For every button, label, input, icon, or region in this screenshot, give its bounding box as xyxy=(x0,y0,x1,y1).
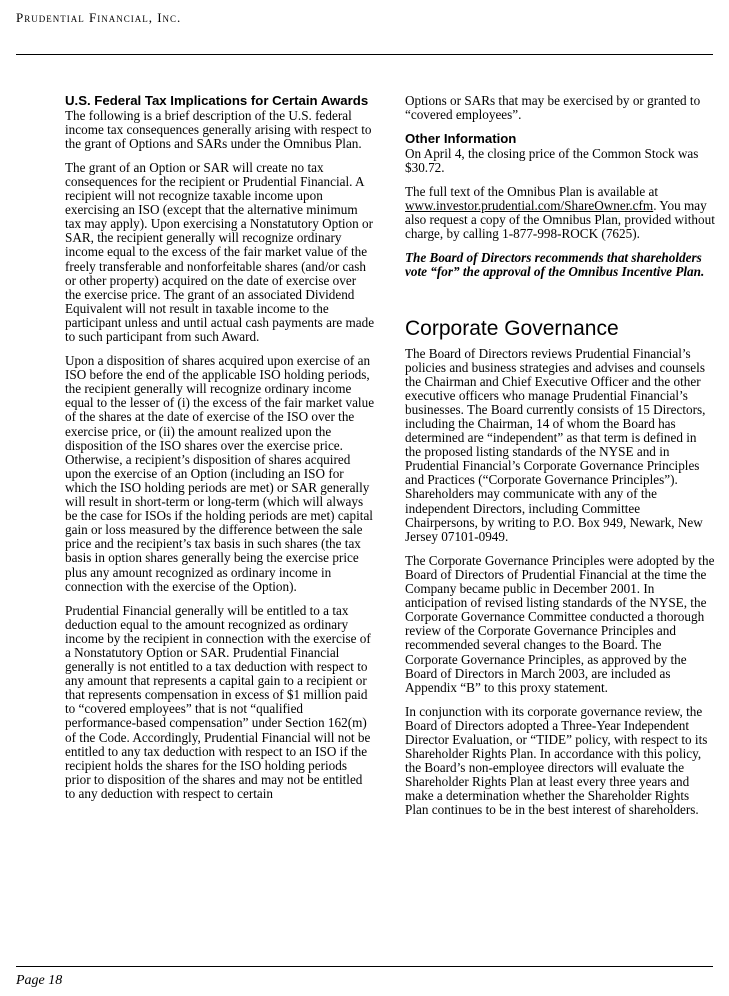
footer-rule xyxy=(16,966,713,967)
tax-section-heading: U.S. Federal Tax Implications for Certain Awards xyxy=(65,93,369,108)
tax-paragraph-deduction: Prudential Financial generally will be entitled to a tax deduction equal to the amount recognized as ordinary income by the recipient in connection with the exercise of a Nonstatutory Option or SAR. Prudential Financial generally is not entitled to a tax deduction with respect to any amount that represents a capital gain to a recipient or that represents compensation in excess of $1 million paid to “covered employees” that is not “qualified performance-based compensation” under Section 162(m) of the Code. Accordingly, Prudential Financial will not be entitled to any tax deduction with respect to an ISO if the recipient holds the shares for the ISO holding periods prior to disposition of the shares and may not be entitled to any deduction with respect to certain xyxy=(65,602,371,801)
page-number: Page 18 xyxy=(16,973,63,988)
tax-paragraph-grant: The grant of an Option or SAR will create no tax consequences for the recipient or Prudential Financial. A recipient will not recognize taxable income upon exercising an ISO (except that the alternative minimum tax may apply). Upon exercising a Nonstatutory Option or SAR, the recipient generally will recognize ordinary income equal to the excess of the fair market value of the freely transferable and nonforfeitable shares (and/or cash or other property) acquired on the date of exercise over the exercise price. The grant of an associated Dividend Equivalent will not result in taxable income to the participant unless and until actual cash payments are made to such participant from such Award. xyxy=(65,159,375,344)
governance-paragraph-principles: The Corporate Governance Principles were adopted by the Board of Directors of Prudential Financial at the time the Company became public in December 2001. In anticipation of revised listing standards of the NYSE, the Corporate Governance Committee conducted a thorough review of the Corporate Governance Principles and recommended several changes to the Board. The Corporate Governance Principles, as approved by the Board of Directors in March 2003, are included as Appendix “B” to this proxy statement. xyxy=(405,552,715,695)
right-column xyxy=(405,94,715,828)
corporate-governance-title: Corporate Governance xyxy=(405,316,619,340)
other-information-heading: Other Information xyxy=(405,131,517,147)
left-column xyxy=(65,94,375,811)
board-recommendation: The Board of Directors recommends that shareholders vote “for” the approval of the Omnibus Incentive Plan. xyxy=(405,250,705,280)
governance-paragraph-board: The Board of Directors reviews Prudential Financial’s policies and business strategies and advises and counsels the Chairman and Chief Executive Officer and the other executive officers who manage Prudential Financial’s businesses. The Board currently consists of 15 Directors, including the Chairman, 14 of whom the Board has determined are “independent” as that term is defined in the proposed listing standards of the NYSE and in Prudential Financial’s Corporate Governance Principles and Practices (“Corporate Governance Principles”). Shareholders may communicate with any of the independent Directors, including Committee Chairpersons, by writing to P.O. Box 949, Newark, New Jersey 07101-0949. xyxy=(405,345,706,544)
closing-price-paragraph: On April 4, the closing price of the Common Stock was $30.72. xyxy=(405,145,699,175)
tax-paragraph-disposition: Upon a disposition of shares acquired upon exercise of an ISO before the end of the applicable ISO holding periods, the recipient generally will recognize ordinary income equal to the lesser of (i) the excess of the fair market value of the shares at the date of exercise of the ISO over the exercise price, or (ii) the amount realized upon the disposition of the ISO shares over the exercise price. Otherwise, a recipient’s disposition of shares acquired upon the exercise of an Option (including an ISO for which the ISO holding periods are met) or SAR generally will result in short-term or long-term (which will always be the case for ISOs if the holding periods are met) capital gain or loss measured by the difference between the sale price and the recipient’s tax basis in such shares (the tax basis in option shares generally being the exercise price plus any amount recognized as ordinary income in connection with the exercise of the Option). xyxy=(65,353,375,594)
tax-continuation-paragraph: Options or SARs that may be exercised by or granted to “covered employees”. xyxy=(405,93,701,123)
omnibus-plan-paragraph xyxy=(405,185,715,241)
tax-intro-paragraph: The following is a brief description of the U.S. federal income tax consequences generally arising with respect to the grant of Options and SARs under the Omnibus Plan. xyxy=(65,107,372,151)
omnibus-text-before: The full text of the Omnibus Plan is available at xyxy=(405,183,659,199)
omnibus-text-after: . You may also request a copy of the Omnibus Plan, provided without charge, by calling 1-877-998-ROCK (7625). xyxy=(405,198,715,242)
governance-paragraph-tide: In conjunction with its corporate governance review, the Board of Directors adopted a Three-Year Independent Director Evaluation, or “TIDE” policy, with respect to its Shareholder Rights Plan. In accordance with this policy, the Board’s non-employee directors will evaluate the Shareholder Rights Plan at least every three years and make a determination whether the Shareholder Rights Plan continues to be in the best interest of shareholders. xyxy=(405,703,708,818)
header-rule xyxy=(16,54,713,55)
investor-website-link[interactable]: www.investor.prudential.com/ShareOwner.cfm xyxy=(405,198,654,214)
running-header: Prudential Financial, Inc. xyxy=(16,10,182,25)
